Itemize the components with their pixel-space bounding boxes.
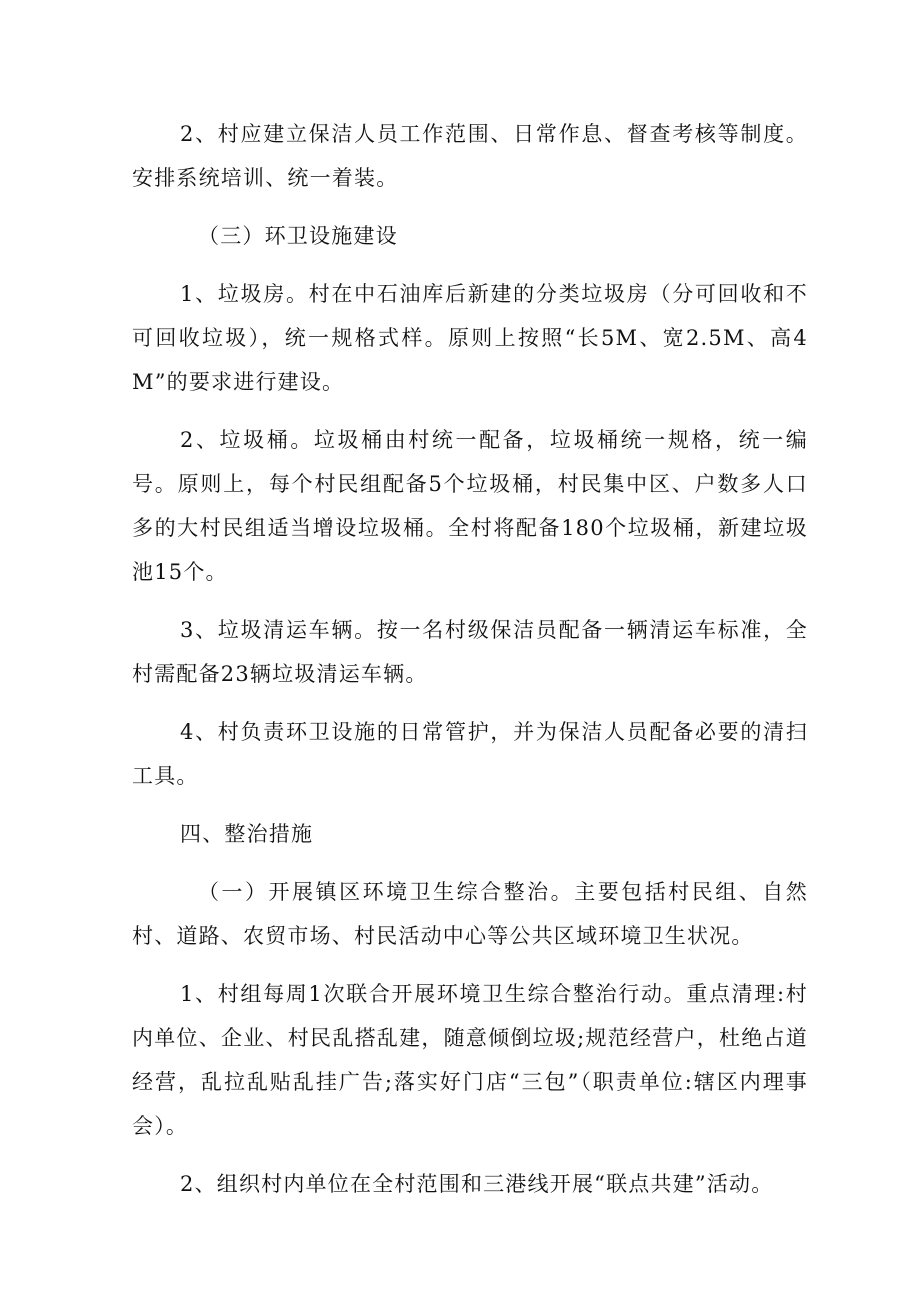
document-body [132,112,808,1220]
section-heading-measures: 四、整治措施 [180,822,314,846]
paragraph-town-rectification: （一）开展镇区环境卫生综合整治。主要包括村民组、自然村、道路、农贸市场、村民活动中心等公共区域环境卫生状况。 [132,880,808,948]
paragraph-garbage-house: 1、垃圾房。村在中石油库后新建的分类垃圾房（分可回收和不可回收垃圾），统一规格式样。原则上按照“长5M、宽2.5M、高4M”的要求进行建设。 [132,282,808,394]
paragraph-weekly-action: 1、村组每周1次联合开展环境卫生综合整治行动。重点清理:村内单位、企业、村民乱搭乱建，随意倾倒垃圾;规范经营户，杜绝占道经营，乱拉乱贴乱挂广告;落实好门店“三包”（职责单位:辖区内理事会）。 [132,982,808,1138]
paragraph-joint-construction: 2、组织村内单位在全村范围和三港线开展“联点共建”活动。 [180,1172,774,1196]
paragraph-garbage-vehicles: 3、垃圾清运车辆。按一名村级保洁员配备一辆清运车标准，全村需配备23辆垃圾清运车辆。 [132,618,808,686]
section-heading-sanitation-facilities: （三）环卫设施建设 [198,224,398,248]
paragraph-garbage-bins: 2、垃圾桶。垃圾桶由村统一配备，垃圾桶统一规格，统一编号。原则上，每个村民组配备5个垃圾桶，村民集中区、户数多人口多的大村民组适当增设垃圾桶。全村将配备180个垃圾桶，新建垃圾池15个。 [132,428,808,584]
paragraph-cleaning-rules: 2、村应建立保洁人员工作范围、日常作息、督查考核等制度。安排系统培训、统一着装。 [132,122,808,190]
paragraph-facility-maintenance: 4、村负责环卫设施的日常管护，并为保洁人员配备必要的清扫工具。 [132,720,808,788]
